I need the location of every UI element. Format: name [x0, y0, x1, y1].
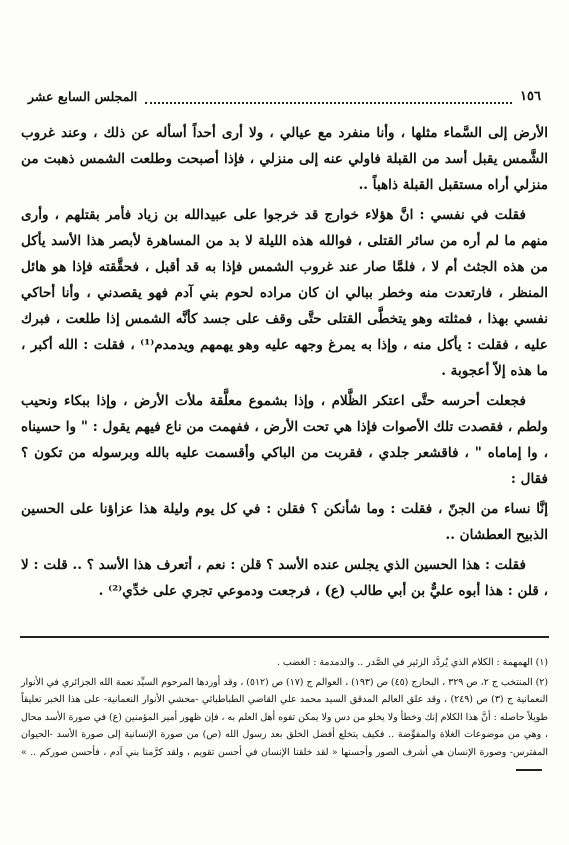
chapter-title: المجلس السابع عشر	[28, 89, 138, 104]
paragraph-1: الأرض إلى السَّماء مثلها ، وأنا منفرد مع عيالي ، ولا أرى أحداً أسأله عن ذلك ، وعند غروب الشَّمس يقبل أسد من القبلة فاولي عنه إلى منزلي ، فإذا أصبحت وطلعت الشمس ذهبت من منزلي أراه مستقبل القبلة ذاهباً ..	[21, 125, 548, 193]
paragraph-3: فجعلت أحرسه حتَّى اعتكر الظَّلام ، وإذا بشموع معلَّقة ملأت الأرض ، وإذا ببكاء ونحيب ولطم ، فقصدت تلك الأصوات فإذا هي تحت الأرض ، ففهمت من ناع فيهم يقول : " وا حسيناه ، وا إماماه " ، فاقشعر جلدي ، فقربت من الباكي وأقسمت عليه بالله وبرسوله من تكون ؟ فقال :	[21, 393, 548, 487]
footnote-1: (١) الهمهمة : الكلام الذي يُردَّد الزئير في الصَّدر .. والدمدمة : الغضب .	[276, 657, 548, 668]
footnote-2-text: (٢) المنتخب ج ٢، ص ٣٢٩ ، البحارج (٤٥) ص (١٩٣) ، العوالم ج (١٧) ص (٥١٢) ، وقد أوردها المرحوم السيِّد نعمة الله الجزائري في الأنوار النعمانية ج (٣) ص (٢٤٩) ، وقد علق العالم المدقق السيد محمد علي القاضي الطباطبائي -محشي الأنوار النعمانية- على هذا الخبر تعليقاً طويلاً حاصله : أنَّ هذا الكلام إنك وخطأ ولا يخلو من دس ولا يمكن تفوه أهل العلم به ، فإن ظهور أمير المؤمنين (ع) في صورة الأسد محال ، وهي من موضوعات الغلاة والمفوِّضة .. فكيف يتخلع أفضل الخلق بعد رسول الله (ص) من صورة الإنسانية إلى صورة الأسد -الحيوان المفترس- وصورة الإنسان هي أشرف الصور وأحسنها « لقد خلقنا الإنسان في أحسن تقويم ، ولقد كرَّمنا بني آدم ، فأحسن صوركم .. »	[21, 676, 549, 758]
footnote-2	[21, 674, 548, 779]
header-dot-leader	[145, 96, 512, 104]
paragraph-4: إنَّا نساء من الجنّ ، فقلت : وما شأنكن ؟ فقلن : في كل يوم وليلة هذا عزاؤنا على الحسين الذبيح العطشان ..	[21, 501, 548, 543]
footnote-end-dash	[516, 769, 542, 771]
paragraph-2: فقلت في نفسي : انَّ هؤلاء خوارج قد خرجوا على عبيدالله بن زياد فأمر بقتلهم ، وأرى منهم ما لم أره من سائر القتلى ، فوالله هذه الليلة لا بد من المساهرة لأبصر هذا الأسد يأكل من هذه الجثث أم لا ، فلمَّا صار عند غروب الشمس فإذا به قد أقبل ، فحقَّقته فإذا هو هائل المنظر ، فارتعدت منه وخطر ببالي ان كان مراده لحوم بني آدم فهو يقصدني ، وأنا أحاكي نفسي بهذا ، فمثلته وهو يتخطَّى القتلى حتَّى وقف على جسد كأنَّه الشمس إذا طلعت ، فبرك عليه ، فقلت : يأكل منه ، وإذا به يمرغ وجهه عليه وهو يهمهم ويدمدم⁽¹⁾ ، فقلت : الله أكبر ، ما هذه إلاّ أعجوبة .	[21, 207, 548, 379]
footnote-separator	[20, 636, 549, 638]
footnotes	[21, 654, 548, 794]
main-text	[21, 120, 548, 640]
running-header	[28, 86, 541, 104]
paragraph-5: فقلت : هذا الحسين الذي يجلس عنده الأسد ؟ قلن : نعم ، أتعرف هذا الأسد ؟ .. قلت : لا ، قلن : هذا أبوه عليٌّ بن أبي طالب (ع) ، فرجعت ودموعي تجري على خدِّي⁽²⁾ .	[21, 557, 548, 599]
page-number: ١٥٦	[520, 89, 541, 104]
